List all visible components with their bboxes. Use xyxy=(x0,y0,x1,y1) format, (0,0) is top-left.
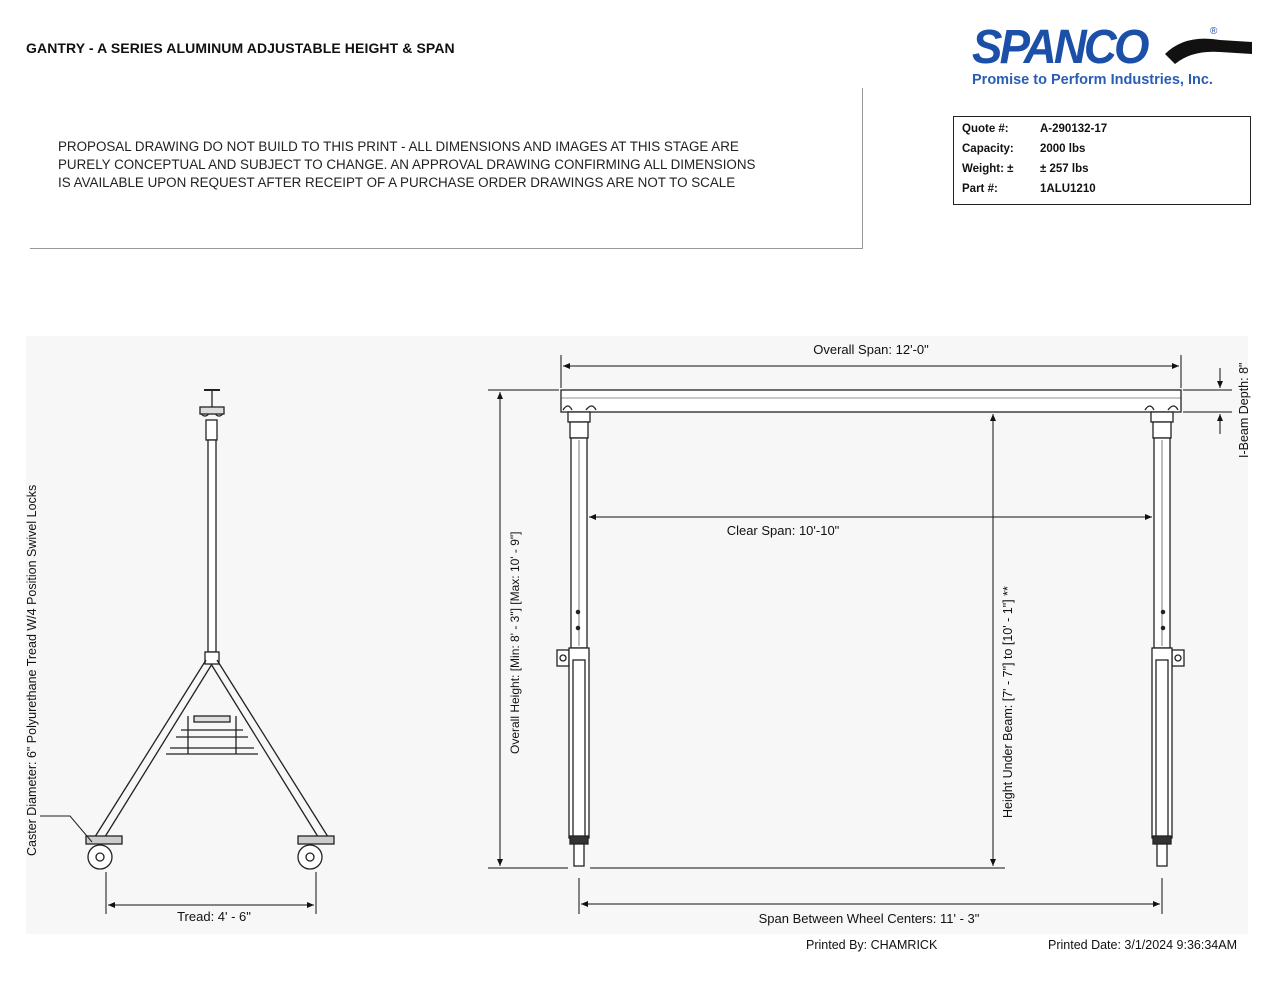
overall-span-label: Overall Span: 12'-0" xyxy=(813,342,929,357)
weight-label: Weight: ± xyxy=(962,163,1014,175)
quote-value: A-290132-17 xyxy=(1040,123,1108,135)
capacity-value: 2000 lbs xyxy=(1040,143,1086,155)
printed-date: Printed Date: 3/1/2024 9:36:34AM xyxy=(1048,938,1238,952)
overall-height-label: Overall Height: [Min: 8' - 3"] [Max: 10' - 9"] xyxy=(508,531,522,754)
part-label: Part #: xyxy=(962,183,998,195)
weight-value: ± 257 lbs xyxy=(1040,163,1089,175)
front-dimensions xyxy=(488,355,1232,914)
notice-line: PROPOSAL DRAWING DO NOT BUILD TO THIS PRINT - ALL DIMENSIONS AND IMAGES AT THIS STAGE ARE xyxy=(58,139,739,154)
capacity-label: Capacity: xyxy=(962,143,1014,155)
clear-span-label: Clear Span: 10'-10" xyxy=(726,523,840,538)
span-wheel-centers-label: Span Between Wheel Centers: 11' - 3" xyxy=(758,911,980,926)
quote-label: Quote #: xyxy=(962,123,1009,135)
front-view xyxy=(557,390,1184,866)
ibeam-depth-label: I-Beam Depth: 8" xyxy=(1237,362,1251,458)
tread-label: Tread: 4' - 6" xyxy=(177,909,251,924)
logo-brand: SPANCO xyxy=(972,21,1147,74)
height-under-beam-label: Height Under Beam: [7' - 7"] to [10' - 1"] ** xyxy=(1001,586,1015,818)
caster-label: Caster Diameter: 6" Polyurethane Tread W/4 Position Swivel Locks xyxy=(25,484,39,856)
drawing-title: GANTRY - A SERIES ALUMINUM ADJUSTABLE HEIGHT & SPAN xyxy=(26,40,455,56)
printed-by: Printed By: CHAMRICK xyxy=(806,938,938,952)
tread-dimension xyxy=(106,872,316,914)
notice-line: IS AVAILABLE UPON REQUEST AFTER RECEIPT OF A PURCHASE ORDER DRAWINGS ARE NOT TO SCALE xyxy=(58,175,736,190)
side-view xyxy=(40,390,334,869)
logo-registered: ® xyxy=(1210,26,1218,37)
notice-line: PURELY CONCEPTUAL AND SUBJECT TO CHANGE. AN APPROVAL DRAWING CONFIRMING ALL DIMENSIONS xyxy=(58,157,756,172)
part-value: 1ALU1210 xyxy=(1040,183,1096,195)
logo-tagline: Promise to Perform Industries, Inc. xyxy=(972,72,1213,88)
